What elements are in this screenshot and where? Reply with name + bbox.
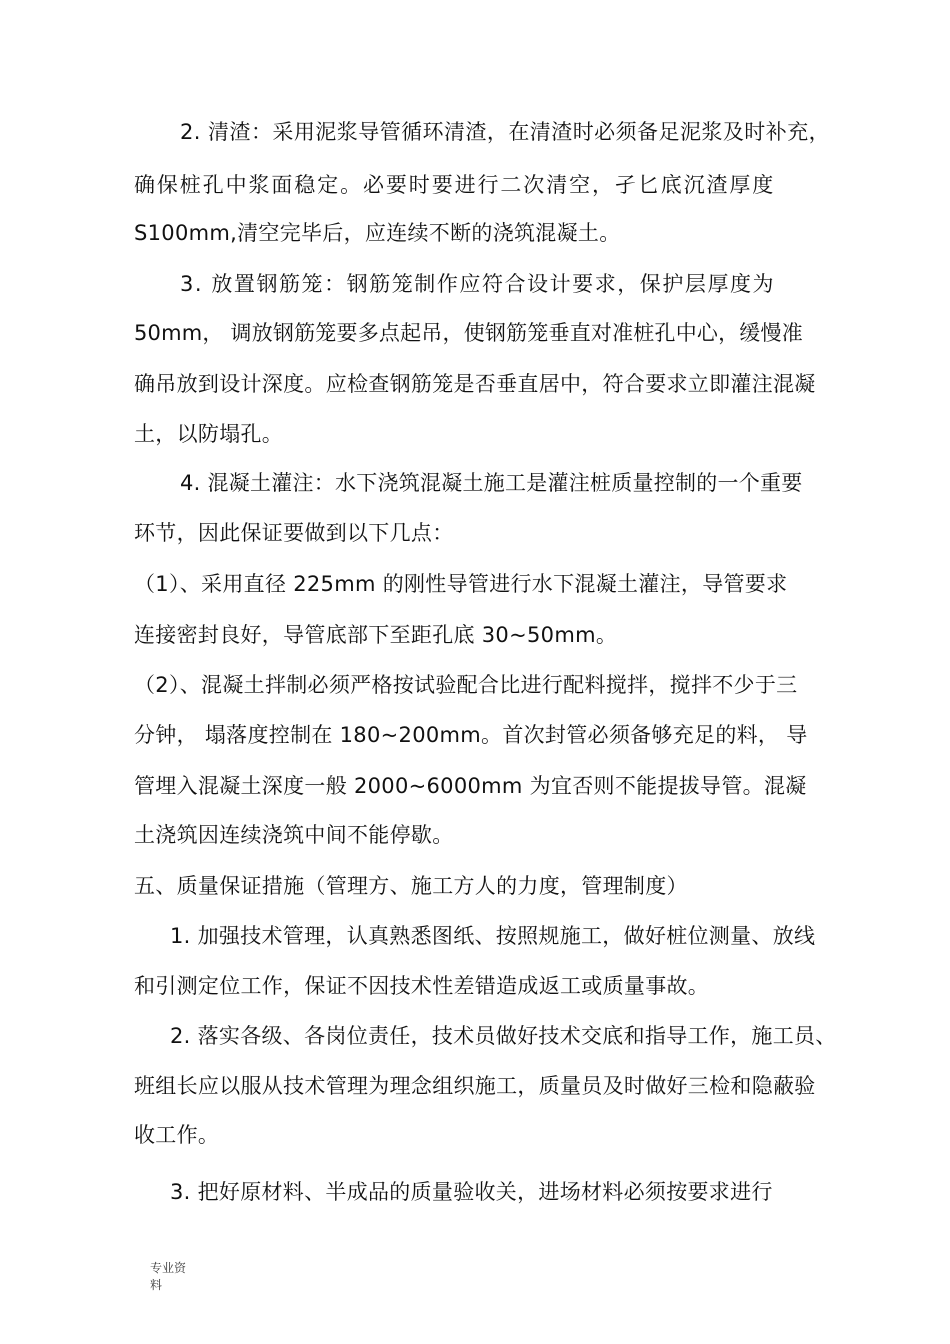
text-line: 班组长应以服从技术管理为理念组织施工，质量员及时做好三检和隐蔽验 [134, 1074, 816, 1098]
page-footer [150, 1260, 186, 1294]
text-line: 土浇筑因连续浇筑中间不能停歇。 [134, 823, 454, 847]
text-line: 土，以防塌孔。 [134, 422, 284, 446]
text-line: 管埋入混凝土深度一般 2000~6000mm 为宜否则不能提拔导管。混凝 [134, 774, 807, 798]
text-line: 连接密封良好，导管底部下至距孔底 30~50mm。 [134, 623, 618, 647]
footer-line: 专业资 [150, 1261, 187, 1275]
text-line: 和引测定位工作，保证不因技术性差错造成返工或质量事故。 [134, 974, 710, 998]
text-line: （2）、混凝土拌制必须严格按试验配合比进行配料搅拌，搅拌不少于三 [134, 673, 798, 697]
text-line: 收工作。 [134, 1123, 220, 1147]
text-line: 2. 落实各级、各岗位责任，技术员做好技术交底和指导工作，施工员、 [170, 1024, 837, 1048]
footer-line: 料 [150, 1278, 163, 1292]
text-line: 3. 把好原材料、半成品的质量验收关，进场材料必须按要求进行 [170, 1180, 773, 1204]
text-line: 1. 加强技术管理，认真熟悉图纸、按照规施工，做好桩位测量、放线 [170, 924, 816, 948]
text-line: 环节，因此保证要做到以下几点： [134, 521, 454, 545]
text-line: 2. 清渣：采用泥浆导管循环清渣，在清渣时必须备足泥浆及时补充， [180, 120, 831, 144]
text-line: S100mm,清空完毕后，应连续不断的浇筑混凝土。 [134, 221, 621, 245]
text-line: 4. 混凝土灌注：水下浇筑混凝土施工是灌注桩质量控制的一个重要 [180, 471, 803, 495]
text-line: （1）、采用直径 225mm 的刚性导管进行水下混凝土灌注，导管要求 [134, 572, 788, 596]
text-line: 分钟， 塌落度控制在 180~200mm。首次封管必须备够充足的料， 导 [134, 723, 808, 747]
text-line: 确吊放到设计深度。应检查钢筋笼是否垂直居中，符合要求立即灌注混凝 [134, 372, 816, 396]
text-line: 50mm， 调放钢筋笼要多点起吊，使钢筋笼垂直对准桩孔中心，缓慢准 [134, 321, 803, 345]
text-line: 确保桩孔中浆面稳定。必要时要进行二次清空，孑匕底沉渣厚度 [134, 173, 776, 197]
text-line: 3. 放置钢筋笼：钢筋笼制作应符合设计要求，保护层厚度为 [180, 272, 776, 296]
section-heading: 五、质量保证措施（管理方、施工方人的力度，管理制度） [134, 874, 688, 898]
